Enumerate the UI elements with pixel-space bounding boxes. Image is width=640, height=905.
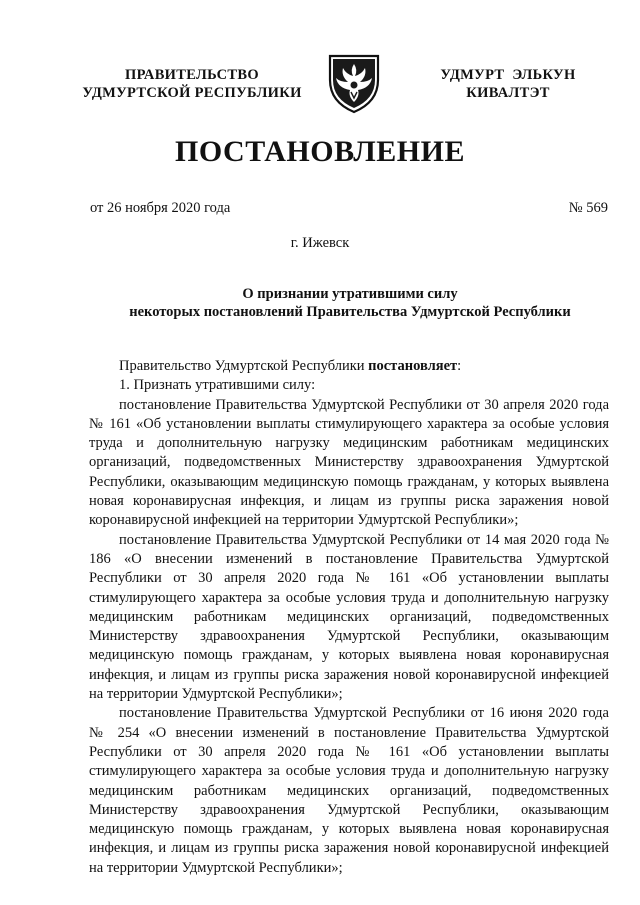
header-left-line2: УДМУРТСКОЙ РЕСПУБЛИКИ [82, 85, 302, 101]
subject-title-line1: О признании утратившими силу [242, 286, 458, 302]
document-subject-title [60, 285, 640, 321]
header-right-line2: КИВАЛТЭТ [466, 85, 550, 101]
header-left [72, 66, 312, 102]
paragraph-3: постановление Правительства Удмуртской Республики от 16 июня 2020 года № 254 «О внесении изменений в постановление Правительства Удмуртской Республики от 30 апреля 2020 года № 161 «Об установлении выплаты стимулирующего характера за особые условия труда и дополнительную нагрузку медицинским работникам медицинских организаций, подведомственных Министерству здравоохранения Удмуртской Республики, оказывающим медицинскую помощь гражданам, у которых выявлена новая коронавирусная инфекция, и лицам из группы риска заражения новой коронавирусной инфекцией на территории Удмуртской Республики»; [89, 705, 609, 876]
document-number: № 569 [568, 200, 608, 216]
header-left-line1: ПРАВИТЕЛЬСТВО [125, 67, 259, 83]
header-right [418, 66, 598, 102]
item-1: 1. Признать утратившими силу: [119, 377, 316, 394]
document-date: от 26 ноября 2020 года [90, 200, 231, 216]
header-right-line1: УДМУРТ ЭЛЬКУН [440, 67, 576, 83]
subject-title-line2: некоторых постановлений Правительства Удмуртской Республики [129, 304, 571, 320]
udmurt-coat-of-arms-icon [326, 52, 382, 114]
document-city: г. Ижевск [290, 235, 350, 251]
intro-prefix: Правительство Удмуртской Республики [119, 358, 369, 374]
intro-paragraph [89, 357, 609, 376]
paragraph-1: постановление Правительства Удмуртской Республики от 30 апреля 2020 года № 161 «Об установлении выплаты стимулирующего характера за особые условия труда и дополнительную нагрузку медицинским работникам медицинских организаций, подведомственных Министерству здравоохранения Удмуртской Республики, оказывающим медицинскую помощь гражданам, у которых выявлена новая коронавирусная инфекция, и лицам из группы риска заражения новой коронавирусной инфекцией на территории Удмуртской Республики»; [89, 396, 609, 529]
intro-suffix: : [457, 358, 462, 374]
intro-verb: постановляет [368, 358, 458, 374]
document-type-title: ПОСТАНОВЛЕНИЕ [175, 135, 465, 168]
document-body [89, 357, 609, 878]
paragraph-2: постановление Правительства Удмуртской Республики от 14 мая 2020 года № 186 «О внесении изменений в постановление Правительства Удмуртской Республики от 30 апреля 2020 года № 161 «Об установлении выплаты стимулирующего характера за особые условия труда и дополнительную нагрузку медицинским работникам медицинских организаций, подведомственных Министерству здравоохранения Удмуртской Республики, оказывающим медицинскую помощь гражданам, у которых выявлена новая коронавирусная инфекция, и лицам из группы риска заражения новой коронавирусной инфекцией на территории Удмуртской Республики»; [89, 531, 609, 703]
